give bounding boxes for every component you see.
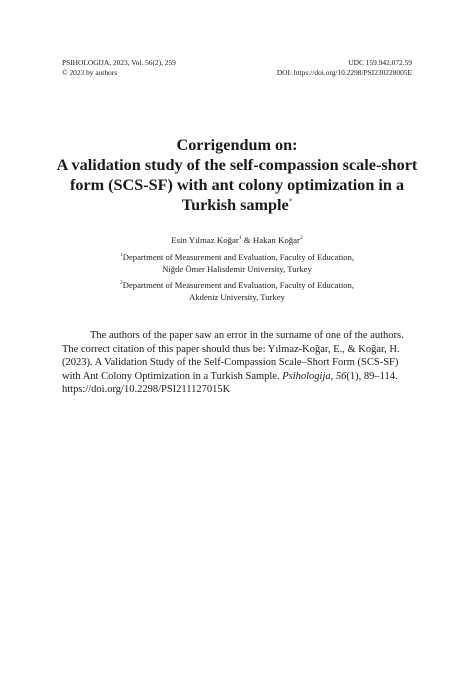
affiliation-2-mark: 2 — [120, 280, 123, 287]
affiliation-1-line-2: Niğde Ömer Halisdemir University, Turkey — [162, 263, 312, 274]
author-list — [40, 234, 434, 246]
journal-citation: PSIHOLOGIJA, 2023, Vol. 56(2), 259 — [62, 58, 176, 67]
paper-title — [40, 135, 434, 215]
journal-name: Psihologija, 56 — [282, 370, 347, 382]
affiliation-2-line-1: Department of Measurement and Evaluation, Faculty of Education, — [122, 280, 354, 290]
body-line-3: (2023). A Validation Study of the Self-Compassion Scale–Short Form (SCS-SF) — [62, 357, 399, 369]
title-footnote-mark: * — [288, 197, 293, 206]
body-line-4: with Ant Colony Optimization in a Turkish Sample. — [62, 370, 283, 382]
title-line-4 — [40, 195, 434, 215]
affiliation-2 — [70, 280, 404, 303]
copyright-notice: © 2023 by authors — [62, 68, 118, 77]
doi-link[interactable]: DOI: https://doi.org/10.2298/PSI230228005E — [276, 68, 412, 77]
title-line-4-text: Turkish sample — [181, 196, 289, 214]
author-separator: & — [241, 235, 253, 245]
affiliation-1-line-1: Department of Measurement and Evaluation, Faculty of Education, — [122, 252, 354, 262]
author-1: Esin Yılmaz Koğar — [171, 235, 239, 245]
citation-doi-link[interactable]: https://doi.org/10.2298/PSI211127015K — [62, 384, 231, 396]
author-1-affiliation-mark: 1 — [238, 235, 242, 242]
body-line-2: The correct citation of this paper should thus be: Yılmaz-Koğar, E., & Koğar, H. — [62, 343, 400, 355]
body-line-4-pages: (1), 89–114. — [346, 370, 398, 382]
author-2: Hakan Koğar — [252, 235, 300, 245]
corrigendum-body — [62, 329, 412, 397]
title-line-3: form (SCS-SF) with ant colony optimization in a — [69, 176, 405, 194]
title-line-2: A validation study of the self-compassion scale-short — [56, 156, 418, 174]
affiliation-1-mark: 1 — [120, 252, 123, 259]
affiliation-1 — [70, 252, 404, 275]
affiliation-2-line-2: Akdeniz University, Turkey — [189, 291, 285, 302]
page-header — [62, 58, 412, 78]
author-2-affiliation-mark: 2 — [300, 235, 303, 242]
body-line-1: The authors of the paper saw an error in the surname of one of the authors. — [90, 330, 404, 341]
title-line-1: Corrigendum on: — [176, 136, 298, 154]
udc-code: UDC 159.942.072.59 — [348, 58, 412, 67]
